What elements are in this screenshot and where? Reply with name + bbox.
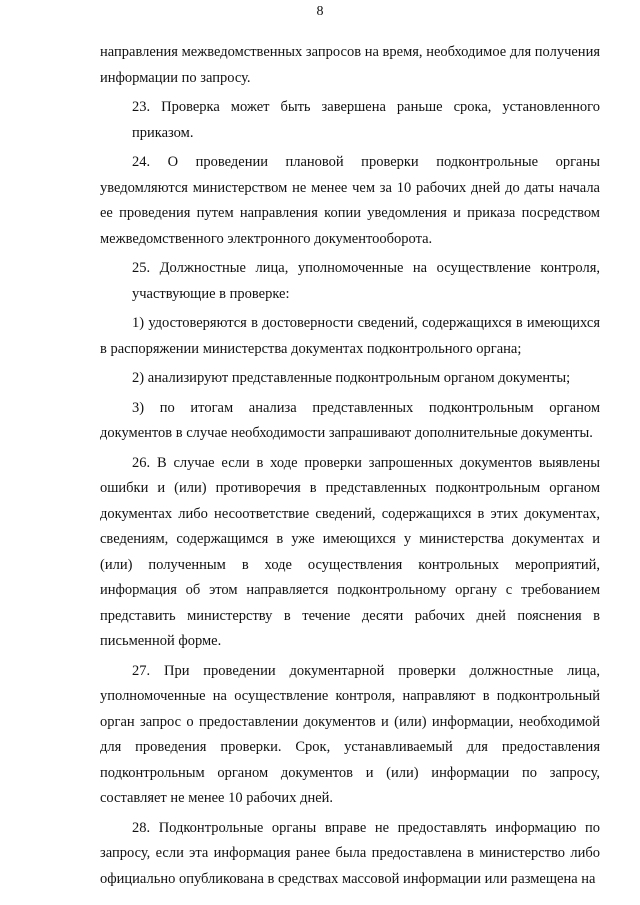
- paragraph-25-item-1: 1) удостоверяются в достоверности сведений, содержащихся в имеющихся в распоряжении министерства документах подконтрольного органа;: [100, 315, 600, 357]
- paragraph-27: 27. При проведении документарной проверки должностные лица, уполномоченные на осуществление контроля, направляют в подконтрольный орган запрос о предоставлении документов и (или) информации, необходимой для проведения проверки. Срок, устанавливаемый для предоставления подконтрольным органом документов и (или) информации по запросу, составляет не менее 10 рабочих дней.: [100, 662, 600, 806]
- page-number: 8: [316, 4, 324, 19]
- paragraph-continuation: направления межведомственных запросов на время, необходимое для получения информации по запросу.: [100, 44, 600, 86]
- paragraph-26: 26. В случае если в ходе проверки запрошенных документов выявлены ошибки и (или) противоречия в представленных подконтрольным органом документах либо несоответствие сведений, содержащихся в этих документах, сведениям, содержащимся в уже имеющихся у министерства документах и (или) полученным в ходе осуществления контрольных мероприятий, информация об этом направляется подконтрольному органу с требованием представить министерству в течение десяти рабочих дней пояснения в письменной форме.: [100, 454, 600, 649]
- paragraph-24: 24. О проведении плановой проверки подконтрольные органы уведомляются министерством не менее чем за 10 рабочих дней до даты начала ее проведения путем направления копии уведомления и приказа посредством межведомственного электронного документооборота.: [100, 154, 600, 247]
- document-body: [100, 40, 600, 896]
- paragraph-25-item-2: 2) анализируют представленные подконтрольным органом документы;: [132, 370, 571, 386]
- paragraph-25-item-3: 3) по итогам анализа представленных подконтрольным органом документов в случае необходимости запрашивают дополнительные документы.: [100, 399, 600, 441]
- paragraph-23: 23. Проверка может быть завершена раньше срока, установленного приказом.: [132, 99, 600, 141]
- paragraph-28: 28. Подконтрольные органы вправе не предоставлять информацию по запросу, если эта информация ранее была предоставлена в министерство либо официально опубликована в средствах массовой информации или размещена на: [100, 819, 600, 887]
- paragraph-25: 25. Должностные лица, уполномоченные на осуществление контроля, участвующие в проверке:: [132, 260, 600, 302]
